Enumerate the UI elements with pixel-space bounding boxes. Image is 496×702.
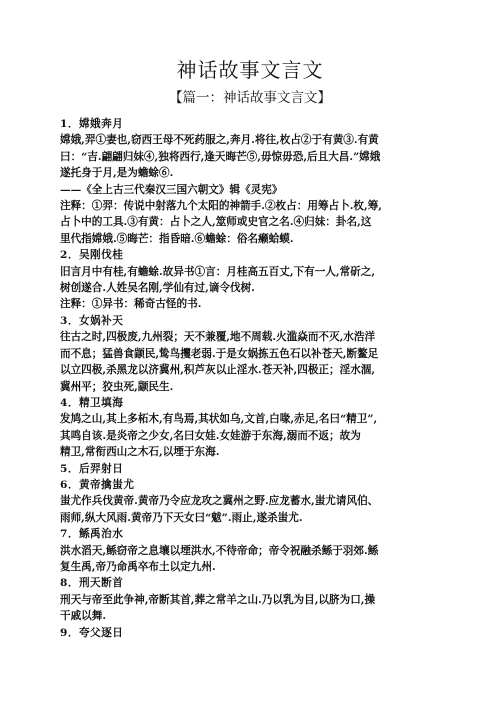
paragraph-line: 蚩尤作兵伐黄帝.黄帝乃令应龙攻之冀州之野.应龙蓄水,蚩尤请风伯、	[60, 495, 379, 508]
document-subtitle: 【篇一：神话故事文言文】	[169, 90, 331, 106]
paragraph-line: 精卫,常衔西山之木石,以堙于东海.	[60, 446, 220, 459]
section-heading: 8．刑天断首	[60, 577, 124, 590]
paragraph-line: 曰：“吉.翩翩归妹④,独将西行,逢天晦芒⑤,毋惊毋恐,后且大昌.”嫦娥	[60, 150, 381, 163]
section-heading: 5．后羿射日	[60, 462, 124, 475]
paragraph-line: 往古之时,四极废,九州裂；天不兼覆,地不周载.火滥焱而不灭,水浩洋	[60, 331, 376, 344]
section-heading: 7．鲧禹治水	[60, 528, 124, 541]
section-heading: 2．吴刚伐桂	[60, 249, 124, 262]
source-citation: ——《全上古三代秦汉三国六朝文》辑《灵宪》	[60, 183, 283, 196]
annotation-line: 注释：①羿：传说中射落九个太阳的神箭手.②枚占：用筹占卜.枚,筹,	[60, 200, 382, 213]
section-heading: 3．女娲补天	[60, 314, 124, 327]
paragraph-line: 旧言月中有桂,有蟾蜍.故异书①言：月桂高五百丈,下有一人,常斫之,	[60, 265, 376, 278]
paragraph-line: 树创遂合.人姓吴名刚,学仙有过,谪令伐树.	[60, 282, 255, 295]
paragraph-line: 复生禹,帝乃命禹卒布土以定九州.	[60, 560, 216, 573]
annotation-line: 里代指嫦娥.⑤晦芒：指昏暗.⑥蟾蜍：俗名癞蛤蟆.	[60, 232, 294, 245]
paragraph-line: 发鸠之山,其上多柘木,有鸟焉,其状如乌,文首,白喙,赤足,名曰“精卫”,	[60, 413, 378, 426]
section-heading: 4．精卫填海	[60, 396, 124, 409]
paragraph-line: 雨师,纵大风雨.黄帝乃下天女曰“魃”.雨止,遂杀蚩尤.	[60, 511, 303, 524]
paragraph-line: 遂托身于月,是为蟾蜍⑥.	[60, 167, 174, 180]
paragraph-line: 而不息；猛兽食颛民,鸷鸟攫老弱.于是女娲拣五色石以补苍天,断鳌足	[60, 347, 379, 360]
paragraph-line: 冀州平；狡虫死,颛民生.	[60, 380, 174, 393]
paragraph-line: 以立四极,杀黑龙以济冀州,积芦灰以止淫水.苍天补,四极正；淫水涸,	[60, 364, 376, 377]
paragraph-line: 其鸣自该.是炎帝之少女,名曰女娃.女娃游于东海,溺而不返；故为	[60, 429, 361, 442]
annotation-line: 占卜中的工具.③有黄：占卜之人,筮师或史官之名.④归妹：卦名,这	[60, 216, 372, 229]
document-body	[60, 116, 440, 641]
section-heading: 6．黄帝擒蚩尤	[60, 478, 135, 491]
section-heading: 1．嫦娥奔月	[60, 118, 124, 130]
paragraph-line: 刑天与帝至此争神,帝断其首,葬之常羊之山.乃以乳为目,以脐为口,操	[60, 593, 376, 606]
paragraph-line: 洪水滔天,鲧窃帝之息壤以堙洪水,不待帝命；帝令祝融杀鲧于羽郊.鲧	[60, 544, 379, 557]
document-title: 神话故事文言文	[176, 58, 324, 82]
section-heading: 9．夸父逐日	[60, 626, 124, 639]
annotation-line: 注释：①异书：稀奇古怪的书.	[60, 298, 202, 311]
paragraph-line: 干戚以舞.	[60, 610, 107, 623]
paragraph-line: 嫦娥,羿①妻也,窃西王母不死药服之,奔月.将往,枚占②于有黄③.有黄	[60, 134, 379, 147]
